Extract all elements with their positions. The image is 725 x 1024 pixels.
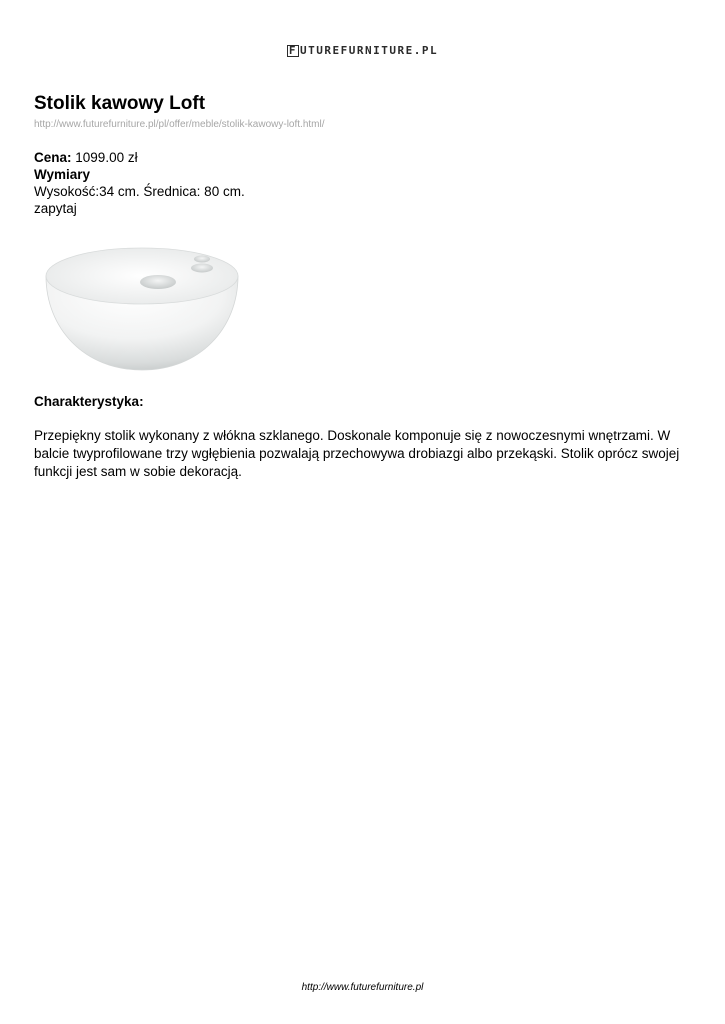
logo-text: UTUREFURNITURE.PL: [300, 44, 439, 57]
site-logo: [0, 44, 725, 57]
dimensions-value: Wysokość:34 cm. Średnica: 80 cm.: [34, 184, 245, 199]
product-info: [34, 149, 245, 217]
price-value: 1099.00 zł: [75, 150, 138, 165]
dimensions-label: Wymiary: [34, 167, 91, 182]
footer-url[interactable]: http://www.futurefurniture.pl: [301, 982, 424, 993]
logo-mark: F: [288, 44, 298, 57]
product-url[interactable]: http://www.futurefurniture.pl/pl/offer/meble/stolik-kawowy-loft.html/: [34, 119, 325, 130]
price-row: [34, 149, 245, 166]
ask-link[interactable]: zapytaj: [34, 201, 77, 216]
product-description: Przepiękny stolik wykonany z włókna szklanego. Doskonale komponuje się z nowoczesnymi wnętrzami. W balcie twyprofilowane trzy wgłębienia pozwalają przechowywa drobiazgi albo przekąski. Stolik oprócz swojej funkcji jest sam w sobie dekoracją.: [34, 428, 680, 479]
features-title: Charakterystyka:: [34, 394, 144, 409]
price-label: Cena:: [34, 150, 72, 165]
page-title: Stolik kawowy Loft: [34, 93, 206, 114]
product-image: [34, 232, 244, 374]
